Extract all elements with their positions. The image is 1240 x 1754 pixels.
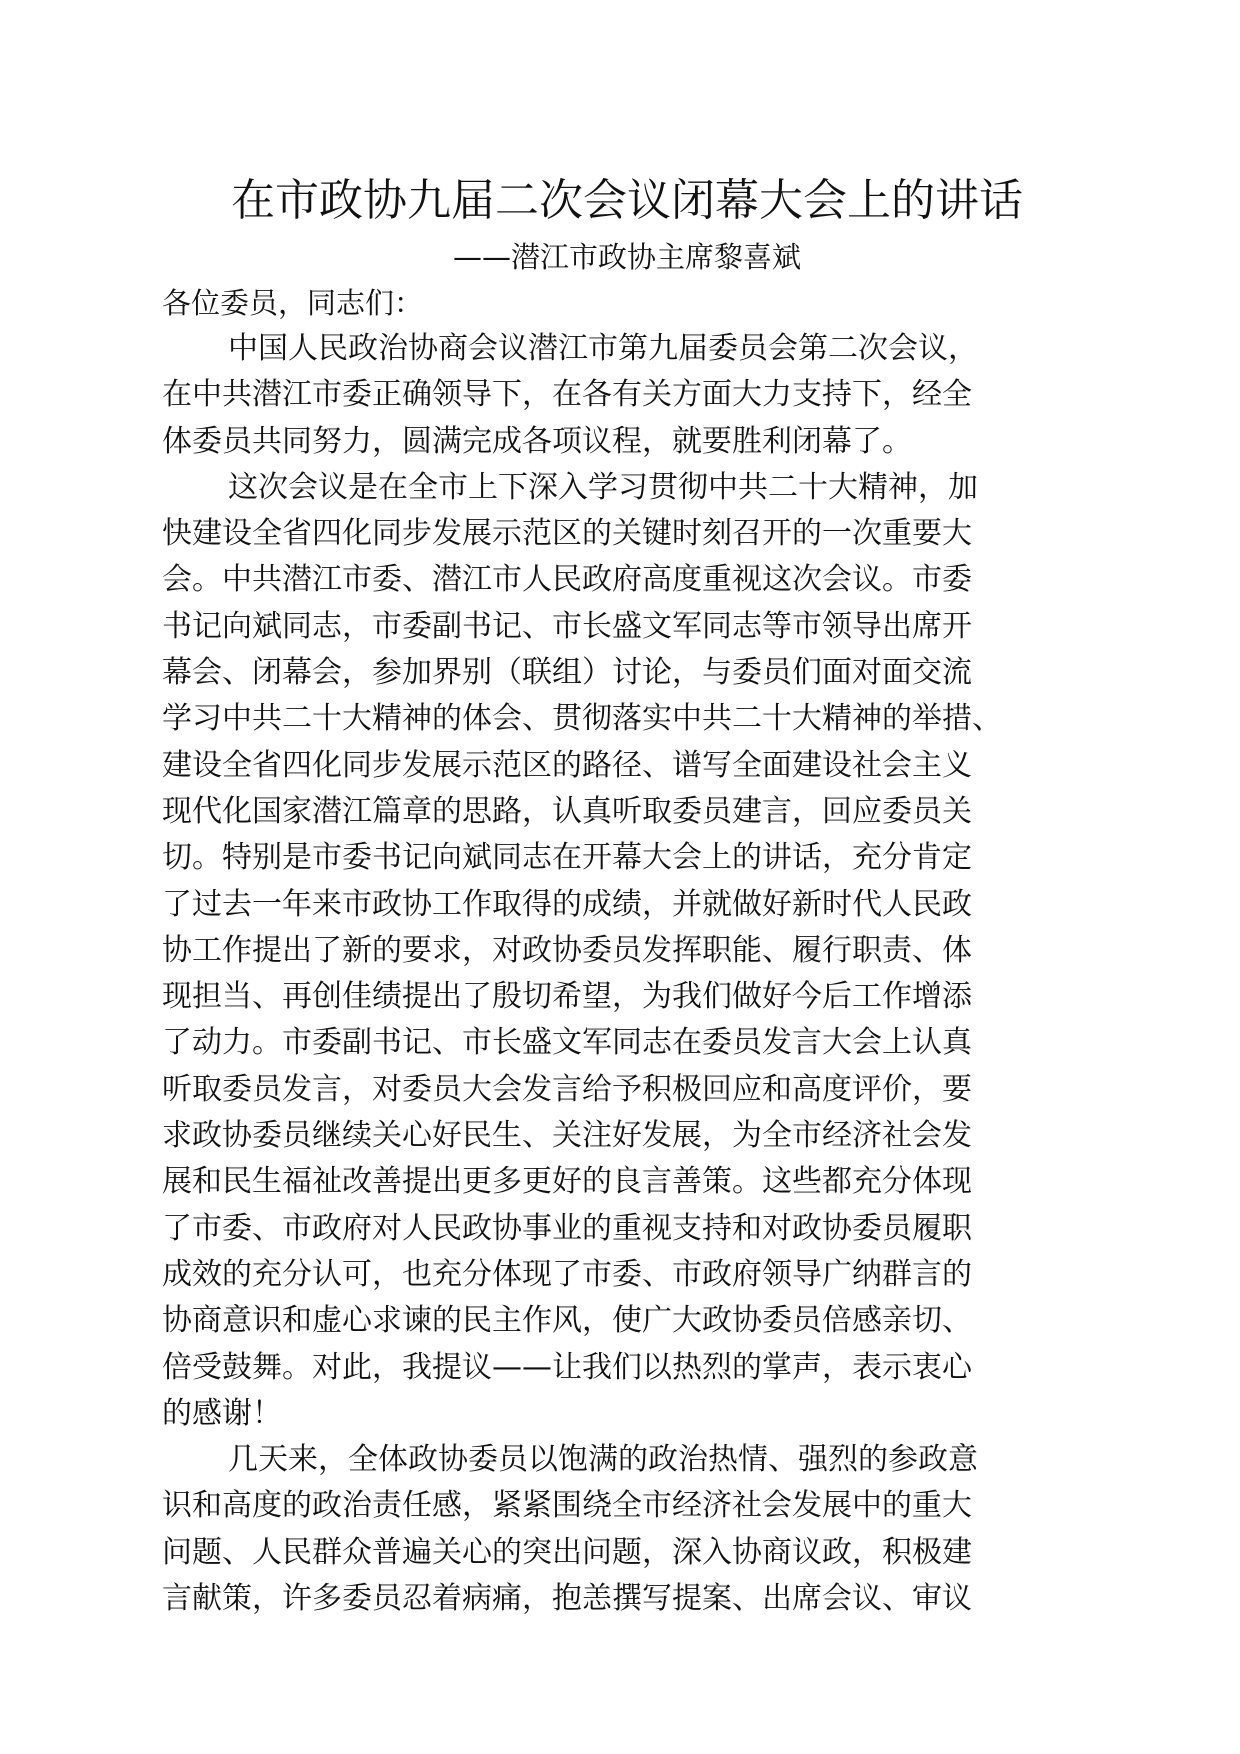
paragraph-line: 问题、人民群众普遍关心的突出问题，深入协商议政，积极建 [162, 1534, 972, 1570]
body-text [162, 326, 1092, 1622]
paragraph-line: 中国人民政治协商会议潜江市第九届委员会第二次会议， [228, 331, 978, 366]
paragraph-line: 言献策，许多委员忍着病痛，抱恙撰写提案、出席会议、审议 [162, 1581, 972, 1617]
paragraph-line: 了市委、市政府对人民政协事业的重视支持和对政协委员履职 [162, 1210, 972, 1246]
paragraph-line: 了过去一年来市政协工作取得的成绩，并就做好新时代人民政 [162, 886, 972, 922]
paragraph-line: 会。中共潜江市委、潜江市人民政府高度重视这次会议。市委 [162, 562, 972, 598]
salutation: 各位委员，同志们： [162, 286, 424, 320]
paragraph-line: 在中共潜江市委正确领导下，在各有关方面大力支持下，经全 [162, 377, 972, 413]
paragraph-line: 现担当、再创佳绩提出了殷切希望，为我们做好今后工作增添 [162, 979, 972, 1015]
paragraph-line: 协工作提出了新的要求，对政协委员发挥职能、履行职责、体 [162, 932, 972, 968]
paragraph-line: 切。特别是市委书记向斌同志在开幕大会上的讲话，充分肯定 [162, 840, 972, 876]
paragraph-line: 这次会议是在全市上下深入学习贯彻中共二十大精神，加 [228, 469, 978, 505]
paragraph-line: 快建设全省四化同步发展示范区的关键时刻召开的一次重要大 [162, 516, 972, 552]
paragraph [162, 326, 1092, 465]
paragraph-line: 的感谢！ [162, 1395, 282, 1431]
paragraph-line: 体委员共同努力，圆满完成各项议程，就要胜利闭幕了。 [162, 423, 912, 459]
paragraph-line: 幕会、闭幕会，参加界别（联组）讨论，与委员们面对面交流 [162, 655, 972, 691]
paragraph-line: 识和高度的政治责任感，紧紧围绕全市经济社会发展中的重大 [162, 1488, 972, 1524]
paragraph-line: 了动力。市委副书记、市长盛文军同志在委员发言大会上认真 [162, 1025, 972, 1061]
page-title: 在市政协九届二次会议闭幕大会上的讲话 [231, 175, 1023, 226]
paragraph-line: 成效的充分认可，也充分体现了市委、市政府领导广纳群言的 [162, 1256, 972, 1292]
paragraph-line: 书记向斌同志，市委副书记、市长盛文军同志等市领导出席开 [162, 608, 972, 644]
paragraph-line: 求政协委员继续关心好民生、关注好发展，为全市经济社会发 [162, 1118, 972, 1154]
speaker-byline: ——潜江市政协主席黎喜斌 [452, 240, 801, 274]
paragraph-line: 展和民生福祉改善提出更多更好的良言善策。这些都充分体现 [162, 1164, 972, 1200]
paragraph-line: 建设全省四化同步发展示范区的路径、谱写全面建设社会主义 [162, 747, 972, 783]
paragraph-line: 学习中共二十大精神的体会、贯彻落实中共二十大精神的举措、 [162, 701, 1002, 737]
document-page [162, 168, 1092, 1622]
paragraph-line: 协商意识和虚心求谏的民主作风，使广大政协委员倍感亲切、 [162, 1303, 972, 1339]
paragraph [162, 465, 1092, 1437]
paragraph-line: 倍受鼓舞。对此，我提议——让我们以热烈的掌声，表示衷心 [162, 1349, 972, 1385]
paragraph-line: 听取委员发言，对委员大会发言给予积极回应和高度评价，要 [162, 1071, 972, 1107]
paragraph [162, 1437, 1092, 1622]
paragraph-line: 现代化国家潜江篇章的思路，认真听取委员建言，回应委员关 [162, 793, 972, 829]
paragraph-line: 几天来，全体政协委员以饱满的政治热情、强烈的参政意 [228, 1442, 978, 1478]
